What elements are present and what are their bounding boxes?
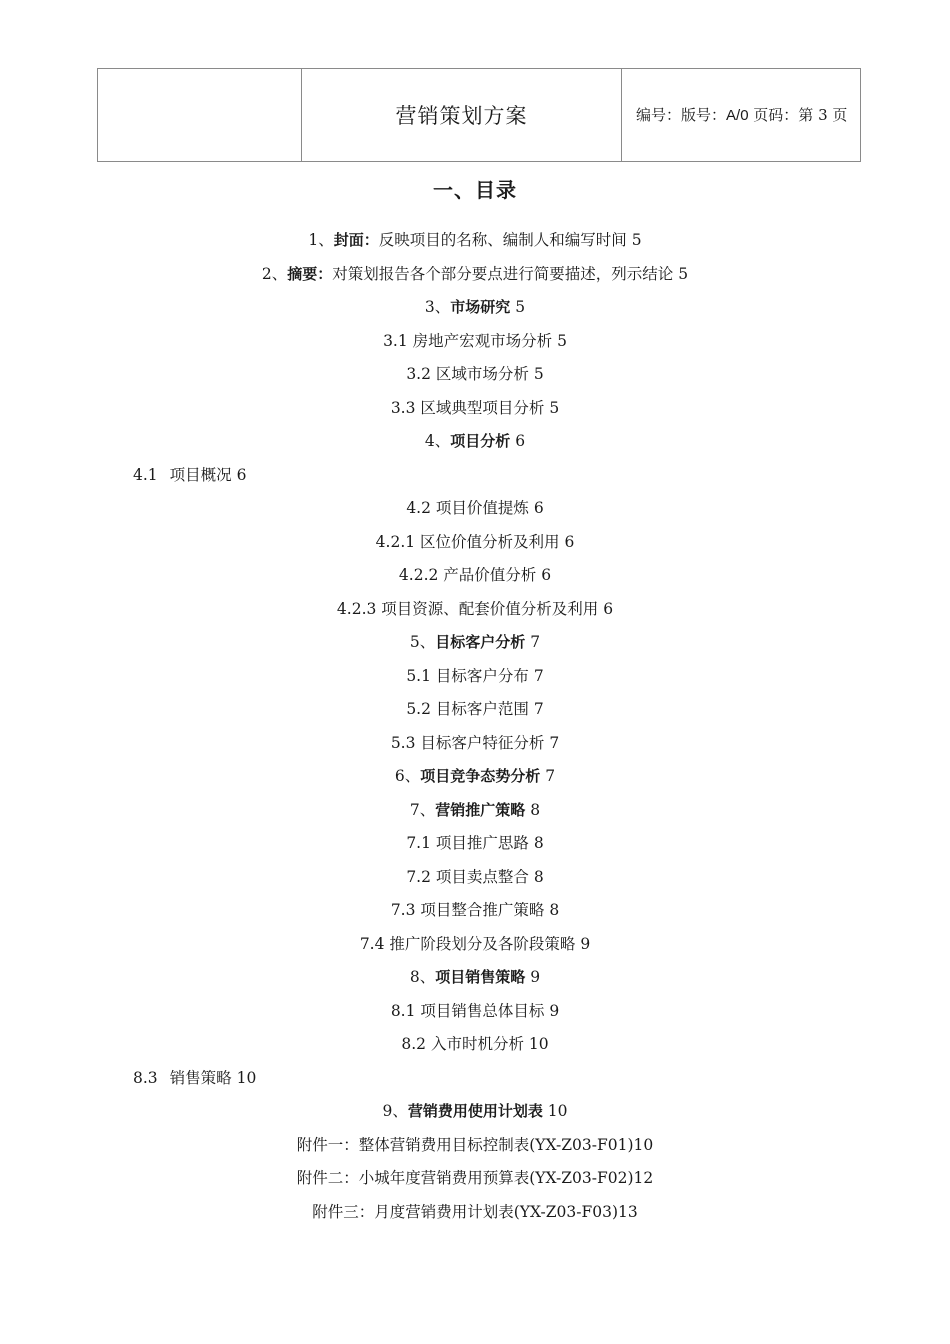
toc-entry-text: 4.2.1 区位价值分析及利用 6 (375, 532, 575, 551)
toc-entry-text: 7.4 推广阶段划分及各阶段策略 9 (359, 934, 591, 953)
toc-entry (0, 463, 950, 497)
toc-entry-text: 反映项目的名称、编制人和编写时间 5 (378, 231, 642, 249)
toc-entry (0, 1099, 950, 1133)
toc-entry (0, 932, 950, 966)
toc-entry-text: 4.2 项目价值提炼 6 (406, 499, 544, 517)
toc-entry-text: 4.2.3 项目资源、配套价值分析及利用 6 (336, 599, 614, 618)
toc-entry-prefix: 9、 (382, 1102, 408, 1120)
toc-entry-bold: 市场研究 (450, 298, 511, 316)
header-title: 营销策划方案 (302, 69, 622, 162)
toc-entry (0, 1200, 950, 1234)
toc-entry-text: 7.1 项目推广思路 8 (406, 834, 544, 852)
toc-entry-bold: 营销推广策略 (435, 800, 526, 819)
toc-entry (0, 697, 950, 731)
toc-entry-prefix: 8、 (409, 968, 436, 986)
toc-entry-text: 3.1 房地产宏观市场分析 5 (383, 331, 567, 350)
toc-entry-bold: 封面： (333, 231, 379, 249)
toc-entry-text: 7.2 项目卖点整合 8 (406, 867, 544, 886)
toc-entry-bold: 项目竞争态势分析 (420, 767, 541, 785)
toc-entry (0, 731, 950, 765)
toc-entry-prefix: 7、 (409, 800, 436, 819)
toc-entry-text: 7 (540, 767, 556, 785)
toc-entry (0, 1166, 950, 1200)
header-meta-prefix: 编号：版号： (636, 105, 727, 124)
toc-entry (0, 1032, 950, 1066)
toc-entry-prefix: 5、 (409, 633, 436, 651)
toc-entry (0, 865, 950, 899)
header-meta (622, 69, 861, 162)
header-logo-cell (98, 69, 302, 162)
document-header-table (97, 68, 861, 162)
toc-entry-text: 5.1 目标客户分布 7 (406, 666, 544, 685)
toc-entry-prefix: 6、 (394, 767, 421, 785)
toc-entry-text: 附件一：整体营销费用目标控制表(YX-Z03-F01)10 (296, 1135, 654, 1154)
toc-entry-prefix: 3、 (424, 298, 451, 316)
toc-entry-number: 4.1 (133, 465, 158, 484)
toc-entry-text: 项目概况 6 (169, 465, 247, 484)
toc-entry-bold: 营销费用使用计划表 (407, 1102, 543, 1120)
toc-entry (0, 764, 950, 798)
toc-entry (0, 1133, 950, 1167)
toc-entry (0, 831, 950, 865)
toc-entry (0, 262, 950, 296)
header-meta-suffix: 页码：第 3 页 (748, 105, 848, 124)
toc-entry (0, 1066, 950, 1100)
toc-entry (0, 329, 950, 363)
toc-entry (0, 295, 950, 329)
toc-entry (0, 898, 950, 932)
toc-entry (0, 396, 950, 430)
toc-entry-text: 7.3 项目整合推广策略 8 (390, 901, 560, 919)
header-meta-version: A/0 (726, 106, 749, 124)
toc-entry-text: 5.3 目标客户特征分析 7 (390, 733, 560, 752)
toc-entry (0, 798, 950, 832)
toc-entry-bold: 项目销售策略 (435, 968, 526, 986)
toc-entry-text: 10 (542, 1102, 568, 1120)
toc-entry (0, 597, 950, 631)
toc-heading: 一、目录 (433, 178, 517, 202)
toc-entry-text: 8.1 项目销售总体目标 9 (390, 1001, 560, 1020)
toc-entry-prefix: 1、 (308, 231, 334, 249)
table-of-contents (0, 228, 950, 1233)
toc-entry-bold: 目标客户分析 (435, 633, 526, 651)
toc-entry-text: 3.2 区域市场分析 5 (406, 365, 544, 383)
toc-entry (0, 965, 950, 999)
toc-entry-bold: 项目分析 (450, 432, 511, 450)
toc-entry-text: 销售策略 10 (169, 1068, 257, 1087)
toc-entry-text: 5.2 目标客户范围 7 (406, 700, 544, 718)
toc-entry-text: 附件二：小城年度营销费用预算表(YX-Z03-F02)12 (296, 1169, 654, 1187)
toc-entry (0, 362, 950, 396)
toc-entry (0, 630, 950, 664)
toc-entry (0, 999, 950, 1033)
toc-entry-text: 对策划报告各个部分要点进行简要描述，列示结论 5 (332, 264, 689, 283)
toc-entry-text: 9 (525, 968, 541, 986)
toc-entry-text: 5 (510, 298, 526, 316)
toc-entry (0, 664, 950, 698)
toc-entry (0, 429, 950, 463)
toc-entry-text: 6 (510, 432, 526, 450)
toc-entry (0, 530, 950, 564)
toc-entry-prefix: 2、 (261, 264, 288, 283)
toc-entry (0, 228, 950, 262)
toc-entry-text: 3.3 区域典型项目分析 5 (390, 398, 560, 417)
toc-entry-bold: 摘要： (287, 264, 333, 283)
toc-entry-prefix: 4、 (424, 432, 451, 450)
toc-entry-number: 8.3 (133, 1068, 158, 1087)
toc-entry-text: 4.2.2 产品价值分析 6 (398, 566, 552, 584)
toc-entry (0, 496, 950, 530)
toc-entry-text: 8.2 入市时机分析 10 (401, 1035, 549, 1053)
toc-entry-text: 附件三：月度营销费用计划表(YX-Z03-F03)13 (312, 1202, 638, 1221)
toc-entry-text: 7 (525, 633, 541, 651)
toc-entry-text: 8 (525, 800, 541, 819)
toc-entry (0, 563, 950, 597)
